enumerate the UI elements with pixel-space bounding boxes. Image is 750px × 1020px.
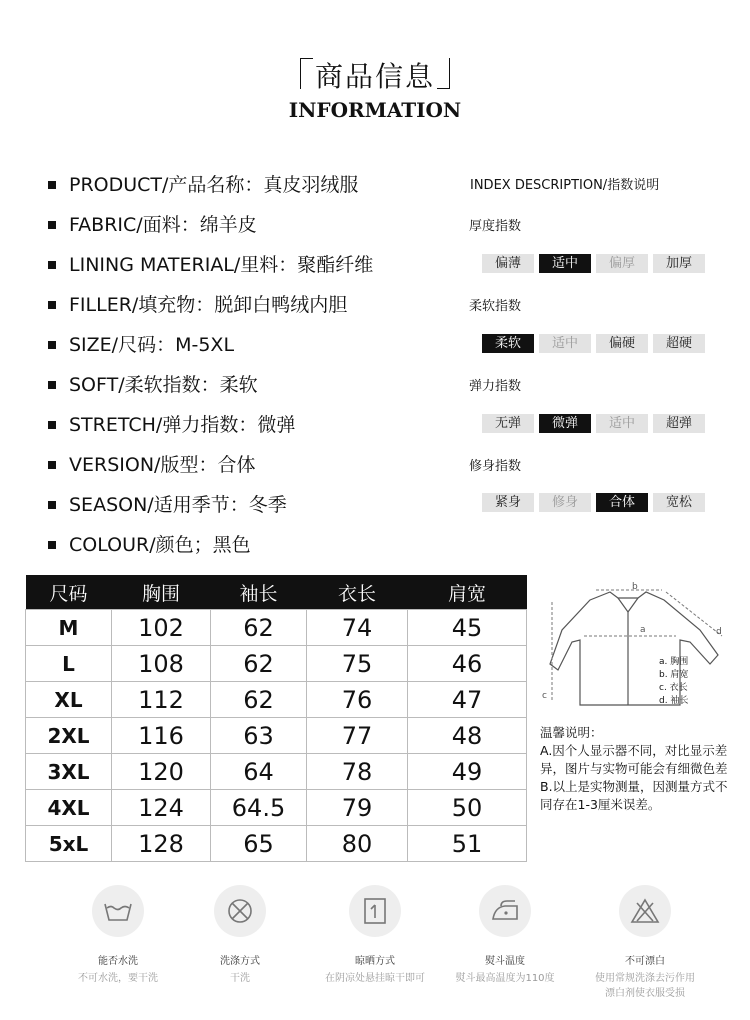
diagram-letter-b: b xyxy=(632,582,638,592)
table-cell: 49 xyxy=(408,754,527,790)
care-subtitle-line: 漂白剂使衣服受损 xyxy=(605,988,685,999)
column-header: 袖长 xyxy=(211,575,307,610)
spec-filler: FILLER/填充物：脱卸白鸭绒内胆 xyxy=(48,293,347,317)
index-label-stretch: 弹力指数 xyxy=(469,379,522,394)
table-cell: 108 xyxy=(112,646,211,682)
table-cell: 102 xyxy=(112,610,211,646)
table-cell: 45 xyxy=(408,610,527,646)
wash-tub-icon xyxy=(92,885,144,937)
dry-clean-icon xyxy=(214,885,266,937)
size-cell: 4XL xyxy=(26,790,112,826)
care-subtitle: 干洗 xyxy=(230,973,250,984)
care-item-method xyxy=(170,885,310,986)
table-cell: 63 xyxy=(211,718,307,754)
legend-item: c. 衣长 xyxy=(659,683,688,693)
index-label-fit: 修身指数 xyxy=(469,459,522,474)
scale-option: 适中 xyxy=(539,334,591,353)
scale-option: 适中 xyxy=(596,414,648,433)
spec-size: SIZE/尺码：M-5XL xyxy=(48,333,234,357)
spec-colour: COLOUR/颜色；黑色 xyxy=(48,533,251,557)
scale-option: 超弹 xyxy=(653,414,705,433)
scale-option: 超硬 xyxy=(653,334,705,353)
page-subtitle: INFORMATION xyxy=(288,98,462,122)
scale-option: 加厚 xyxy=(653,254,705,273)
table-cell: 50 xyxy=(408,790,527,826)
size-cell: 3XL xyxy=(26,754,112,790)
table-cell: 79 xyxy=(307,790,408,826)
table-cell: 76 xyxy=(307,682,408,718)
table-header-row xyxy=(26,575,527,610)
scale-fit xyxy=(482,493,710,512)
size-cell: XL xyxy=(26,682,112,718)
diagram-letter-a: a xyxy=(640,625,646,635)
scale-option: 修身 xyxy=(539,493,591,512)
shirt-collar xyxy=(618,598,638,612)
table-cell: 116 xyxy=(112,718,211,754)
diagram-legend xyxy=(659,656,688,708)
spec-product: PRODUCT/产品名称：真皮羽绒服 xyxy=(48,173,358,197)
legend-item: a. 胸围 xyxy=(659,657,689,667)
scale-option: 无弹 xyxy=(482,414,534,433)
spec-lining: LINING MATERIAL/里料：聚酯纤维 xyxy=(48,253,373,277)
shade-dry-icon xyxy=(349,885,401,937)
size-cell: M xyxy=(26,610,112,646)
table-cell: 77 xyxy=(307,718,408,754)
care-subtitle: 不可水洗，要干洗 xyxy=(78,973,158,984)
note-b: B.以上是实物测量，因测量方式不同存在1-3厘米误差。 xyxy=(540,779,728,812)
diagram-letter-c: c xyxy=(542,691,547,701)
care-title: 熨斗温度 xyxy=(485,956,525,967)
care-title: 不可漂白 xyxy=(625,956,665,967)
table-cell: 64 xyxy=(211,754,307,790)
column-header: 胸围 xyxy=(112,575,211,610)
table-cell: 48 xyxy=(408,718,527,754)
table-row xyxy=(26,718,527,754)
care-subtitle: 熨斗最高温度为110度 xyxy=(455,973,555,984)
note-title: 温馨说明： xyxy=(540,725,603,740)
scale-thickness xyxy=(482,254,710,273)
table-cell: 78 xyxy=(307,754,408,790)
scale-option: 偏厚 xyxy=(596,254,648,273)
diagram-letter-d: d xyxy=(716,627,722,637)
care-subtitle-line: 使用常规洗涤去污作用 xyxy=(595,973,695,984)
table-cell: 120 xyxy=(112,754,211,790)
scale-softness xyxy=(482,334,710,353)
care-item-bleach xyxy=(575,885,715,1001)
table-cell: 74 xyxy=(307,610,408,646)
care-title: 晾晒方式 xyxy=(355,956,395,967)
spec-stretch: STRETCH/弹力指数：微弹 xyxy=(48,413,295,437)
table-cell: 62 xyxy=(211,682,307,718)
table-row xyxy=(26,682,527,718)
scale-option: 偏硬 xyxy=(596,334,648,353)
scale-option: 柔软 xyxy=(482,334,534,353)
index-label-softness: 柔软指数 xyxy=(469,299,522,314)
table-row xyxy=(26,754,527,790)
table-cell: 64.5 xyxy=(211,790,307,826)
care-subtitle xyxy=(575,971,715,1001)
column-header: 肩宽 xyxy=(408,575,527,610)
size-table xyxy=(25,575,527,862)
table-cell: 80 xyxy=(307,826,408,862)
spec-season: SEASON/适用季节：冬季 xyxy=(48,493,287,517)
scale-stretch xyxy=(482,414,710,433)
table-cell: 62 xyxy=(211,610,307,646)
note-a: A.因个人显示器不同，对比显示差异，图片与实物可能会有细微色差 xyxy=(540,743,728,776)
scale-option: 紧身 xyxy=(482,493,534,512)
shirt-outline xyxy=(550,592,718,705)
index-heading: INDEX DESCRIPTION/指数说明 xyxy=(470,178,660,193)
care-title: 洗涤方式 xyxy=(220,956,260,967)
table-row xyxy=(26,826,527,862)
care-item-iron xyxy=(435,885,575,986)
table-cell: 62 xyxy=(211,646,307,682)
care-subtitle: 在阴凉处悬挂晾干即可 xyxy=(325,973,425,984)
table-cell: 112 xyxy=(112,682,211,718)
iron-icon xyxy=(479,885,531,937)
legend-item: d. 袖长 xyxy=(659,696,689,706)
table-row xyxy=(26,790,527,826)
scale-option: 偏薄 xyxy=(482,254,534,273)
scale-option: 微弹 xyxy=(539,414,591,433)
index-label-thickness: 厚度指数 xyxy=(469,219,522,234)
scale-option: 宽松 xyxy=(653,493,705,512)
sleeve-measure-line xyxy=(666,592,722,636)
size-cell: 2XL xyxy=(26,718,112,754)
column-header: 尺码 xyxy=(26,575,112,610)
no-bleach-icon xyxy=(619,885,671,937)
care-item-wash xyxy=(48,885,188,986)
legend-item: b. 肩宽 xyxy=(659,670,689,680)
table-cell: 75 xyxy=(307,646,408,682)
column-header: 衣长 xyxy=(307,575,408,610)
scale-option: 适中 xyxy=(539,254,591,273)
table-cell: 51 xyxy=(408,826,527,862)
size-cell: L xyxy=(26,646,112,682)
table-cell: 124 xyxy=(112,790,211,826)
spec-fabric: FABRIC/面料：绵羊皮 xyxy=(48,213,257,237)
size-cell: 5xL xyxy=(26,826,112,862)
care-item-dry xyxy=(305,885,445,986)
spec-soft: SOFT/柔软指数：柔软 xyxy=(48,373,258,397)
table-row xyxy=(26,610,527,646)
measurement-note xyxy=(540,724,740,814)
table-row xyxy=(26,646,527,682)
page-title: 商品信息 xyxy=(314,60,435,93)
scale-option: 合体 xyxy=(596,493,648,512)
table-cell: 128 xyxy=(112,826,211,862)
care-title: 能否水洗 xyxy=(98,956,138,967)
garment-measure-diagram xyxy=(540,580,730,715)
table-cell: 65 xyxy=(211,826,307,862)
table-cell: 47 xyxy=(408,682,527,718)
table-cell: 46 xyxy=(408,646,527,682)
spec-version: VERSION/版型：合体 xyxy=(48,453,255,477)
